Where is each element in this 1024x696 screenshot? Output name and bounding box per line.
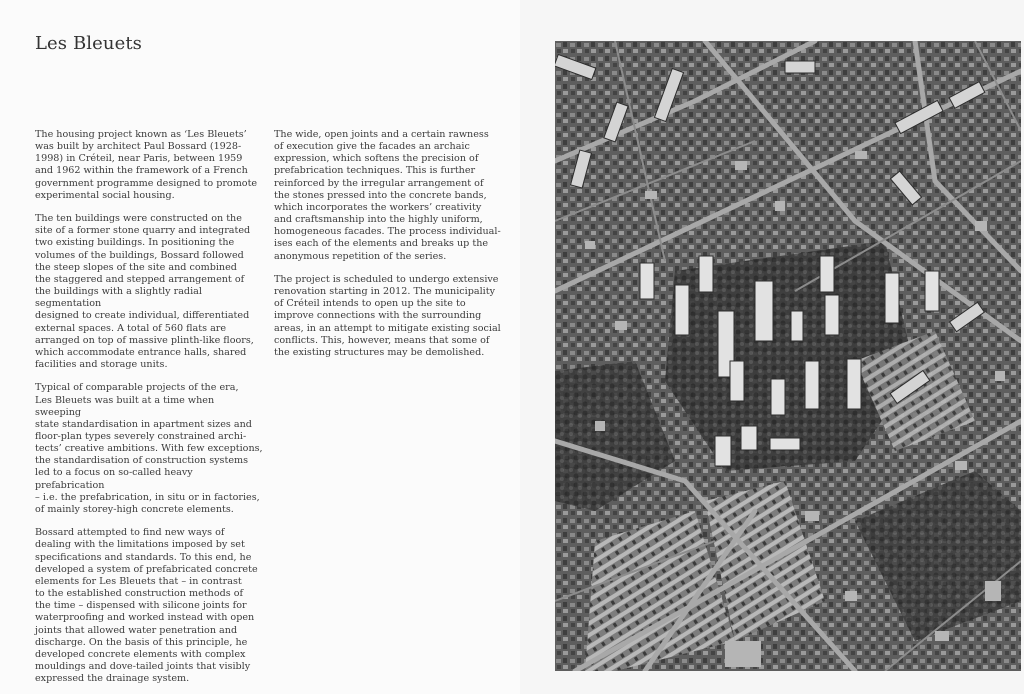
page-title: Les Bleuets: [35, 33, 143, 54]
aerial-photo-illustration: [555, 41, 1021, 671]
paragraph: Typical of comparable projects of the era, Les Bleuets was built at a time when sweeping state standardisation in apartment sizes and floor-plan types severely constrained archi- tects’ creative ambitions. With few exceptions, the standardisation of construction systems led to a focus on so-called heavy prefabrication – i.e. the prefabrication, in situ or in factories, of mainly storey-high concrete elements.: [35, 382, 263, 515]
aerial-photograph: [555, 41, 1021, 671]
text-column-2: [274, 129, 502, 370]
paragraph: The ten buildings were constructed on the site of a former stone quarry and integrated two existing buildings. In positioning the volumes of the buildings, Bossard followed the steep slopes of the site and combined the staggered and stepped arrangement of the buildings with a slightly radial segmentation designed to create individual, differentiated external spaces. A total of 560 flats are arranged on top of massive plinth-like floors, which accommodate entrance halls, shared facilities and storage units.: [35, 213, 254, 370]
paragraph: The project is scheduled to undergo extensive renovation starting in 2012. The municipality of Créteil intends to open up the site to improve connections with the surrounding areas, in an attempt to mitigate existing social conflicts. This, however, means that some of the existing structures may be demolished.: [274, 273, 501, 358]
paragraph: The housing project known as ‘Les Bleuets’ was built by architect Paul Bossard (1928- 1998) in Créteil, near Paris, between 1959 and 1962 within the framework of a French government programme designed to promote experimental social housing.: [35, 129, 258, 201]
paragraph: Bossard attempted to find new ways of dealing with the limitations imposed by set specifications and standards. To this end, he developed a system of prefabricated concrete elements for Les Bleuets that – in contrast to the established construction methods of the time – dispensed with silicone joints for waterproofing and worked instead with open joints that allowed water penetration and discharge. On the basis of this principle, he developed concrete elements with complex mouldings and dove-tailed joints that visibly expressed the drainage system.: [35, 527, 258, 685]
paragraph: The wide, open joints and a certain rawness of execution give the facades an archaic expression, which softens the precision of prefabrication techniques. This is further reinforced by the irregular arrangement of the stones pressed into the concrete bands, which incorporates the workers’ creativity and craftsmanship into the highly uniform, homogeneous facades. The process individual- ises each of the elements and breaks up the anonymous repetition of the series.: [274, 129, 501, 262]
text-column-1: [35, 129, 263, 696]
